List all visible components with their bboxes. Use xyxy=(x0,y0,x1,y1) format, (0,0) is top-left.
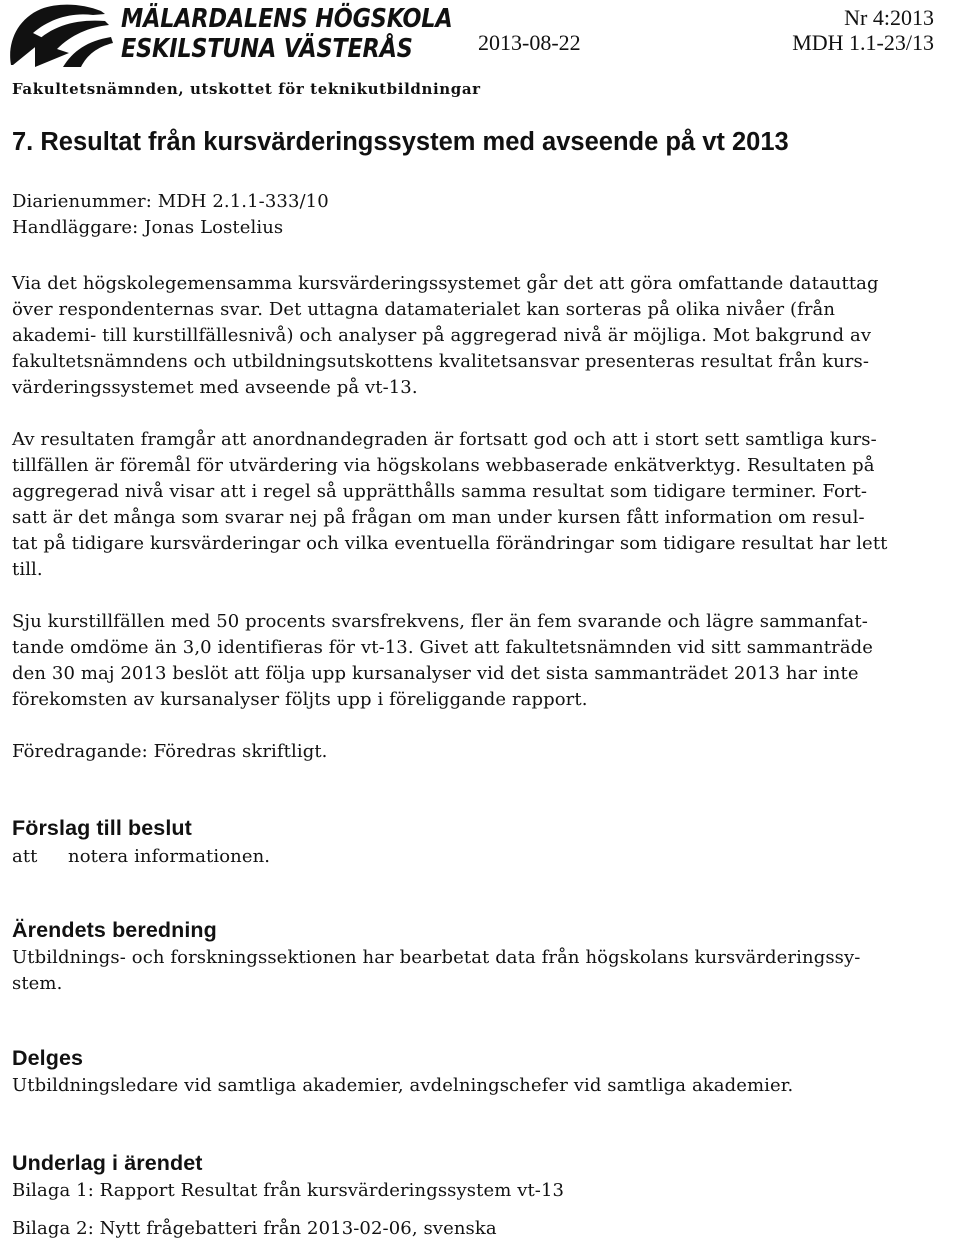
attachment-item: Bilaga 2: Nytt frågebatteri från 2013-02-06, svenska xyxy=(12,1218,497,1239)
item-title: 7. Resultat från kursvärderingssystem med avseende på vt 2013 xyxy=(12,128,789,156)
logo-line-1: MÄLARDALENS HÖGSKOLA xyxy=(121,4,453,34)
paragraph-3-line: den 30 maj 2013 beslöt att följa upp kursanalyser vid det sista sammanträdet 2013 har inte xyxy=(12,663,859,684)
committee-name: Fakultetsnämnden, utskottet för teknikutbildningar xyxy=(12,80,481,98)
document-number: Nr 4:2013 xyxy=(844,5,934,30)
paragraph-1-line: fakultetsnämndens och utbildningsutskottens kvalitetsansvar presenteras resultat från kurs- xyxy=(12,351,870,372)
paragraph-2-line: aggregerad nivå visar att i regel så upprätthålls samma resultat som tidigare terminer. Fort- xyxy=(12,481,868,502)
paragraph-1-line: över respondenternas svar. Det uttagna datamaterialet kan sorteras på olika nivåer (från xyxy=(12,299,836,320)
paragraph-2-line: satt är det många som svarar nej på frågan om man under kursen fått information om resul- xyxy=(12,507,865,528)
paragraph-2-line: tat på tidigare kursvärderingar och vilka eventuella förändringar som tidigare resultat har lett xyxy=(12,533,888,554)
paragraph-1-line: akademi- till kurstillfällesnivå) och analyser på aggregerad nivå är möjliga. Mot bakgrund av xyxy=(12,325,872,346)
university-logo xyxy=(5,3,453,69)
attachment-item: Bilaga 1: Rapport Resultat från kursvärderingssystem vt-13 xyxy=(12,1180,565,1201)
paragraph-2-line: tillfällen är föremål för utvärdering via högskolans webbaserade enkätverktyg. Resultaten på xyxy=(12,455,875,476)
paragraph-1-line: Via det högskolegemensamma kursvärderingssystemet går det att göra omfattande datauttag xyxy=(12,273,879,294)
paragraph-2-line: till. xyxy=(12,559,43,580)
handler: Handläggare: Jonas Lostelius xyxy=(12,217,284,238)
document-reference: MDH 1.1-23/13 xyxy=(792,30,934,55)
preparation-line: Utbildnings- och forskningssektionen har bearbetat data från högskolans kursvärderingssy- xyxy=(12,947,861,968)
document-date: 2013-08-22 xyxy=(478,30,581,55)
proposal-decision xyxy=(12,844,270,870)
paragraph-3-line: Sju kurstillfällen med 50 procents svarsfrekvens, fler än fem svarande och lägre sammanfat- xyxy=(12,611,868,632)
paragraph-3-line: tande omdöme än 3,0 identifieras för vt-13. Givet att fakultetsnämnden vid sitt sammanträde xyxy=(12,637,874,658)
preparation-heading: Ärendets beredning xyxy=(12,918,217,942)
proposal-att: att xyxy=(12,846,38,867)
logo-line-2: ESKILSTUNA VÄSTERÅS xyxy=(121,34,413,64)
presenter: Föredragande: Föredras skriftligt. xyxy=(12,741,328,762)
distribution-text: Utbildningsledare vid samtliga akademier, avdelningschefer vid samtliga akademier. xyxy=(12,1075,794,1096)
paragraph-2-line: Av resultaten framgår att anordnandegraden är fortsatt god och att i stort sett samtliga kurs- xyxy=(12,429,877,450)
diary-number: Diarienummer: MDH 2.1.1-333/10 xyxy=(12,191,329,212)
paragraph-3-line: förekomsten av kursanalyser följts upp i föreliggande rapport. xyxy=(12,689,588,710)
proposal-text: notera informationen. xyxy=(68,846,271,867)
paragraph-1-line: värderingssystemet med avseende på vt-13. xyxy=(12,377,418,398)
documents-heading: Underlag i ärendet xyxy=(12,1151,203,1175)
logo-emblem-icon xyxy=(5,3,115,69)
proposal-heading: Förslag till beslut xyxy=(12,816,192,840)
preparation-line: stem. xyxy=(12,973,63,994)
distribution-heading: Delges xyxy=(12,1046,84,1070)
